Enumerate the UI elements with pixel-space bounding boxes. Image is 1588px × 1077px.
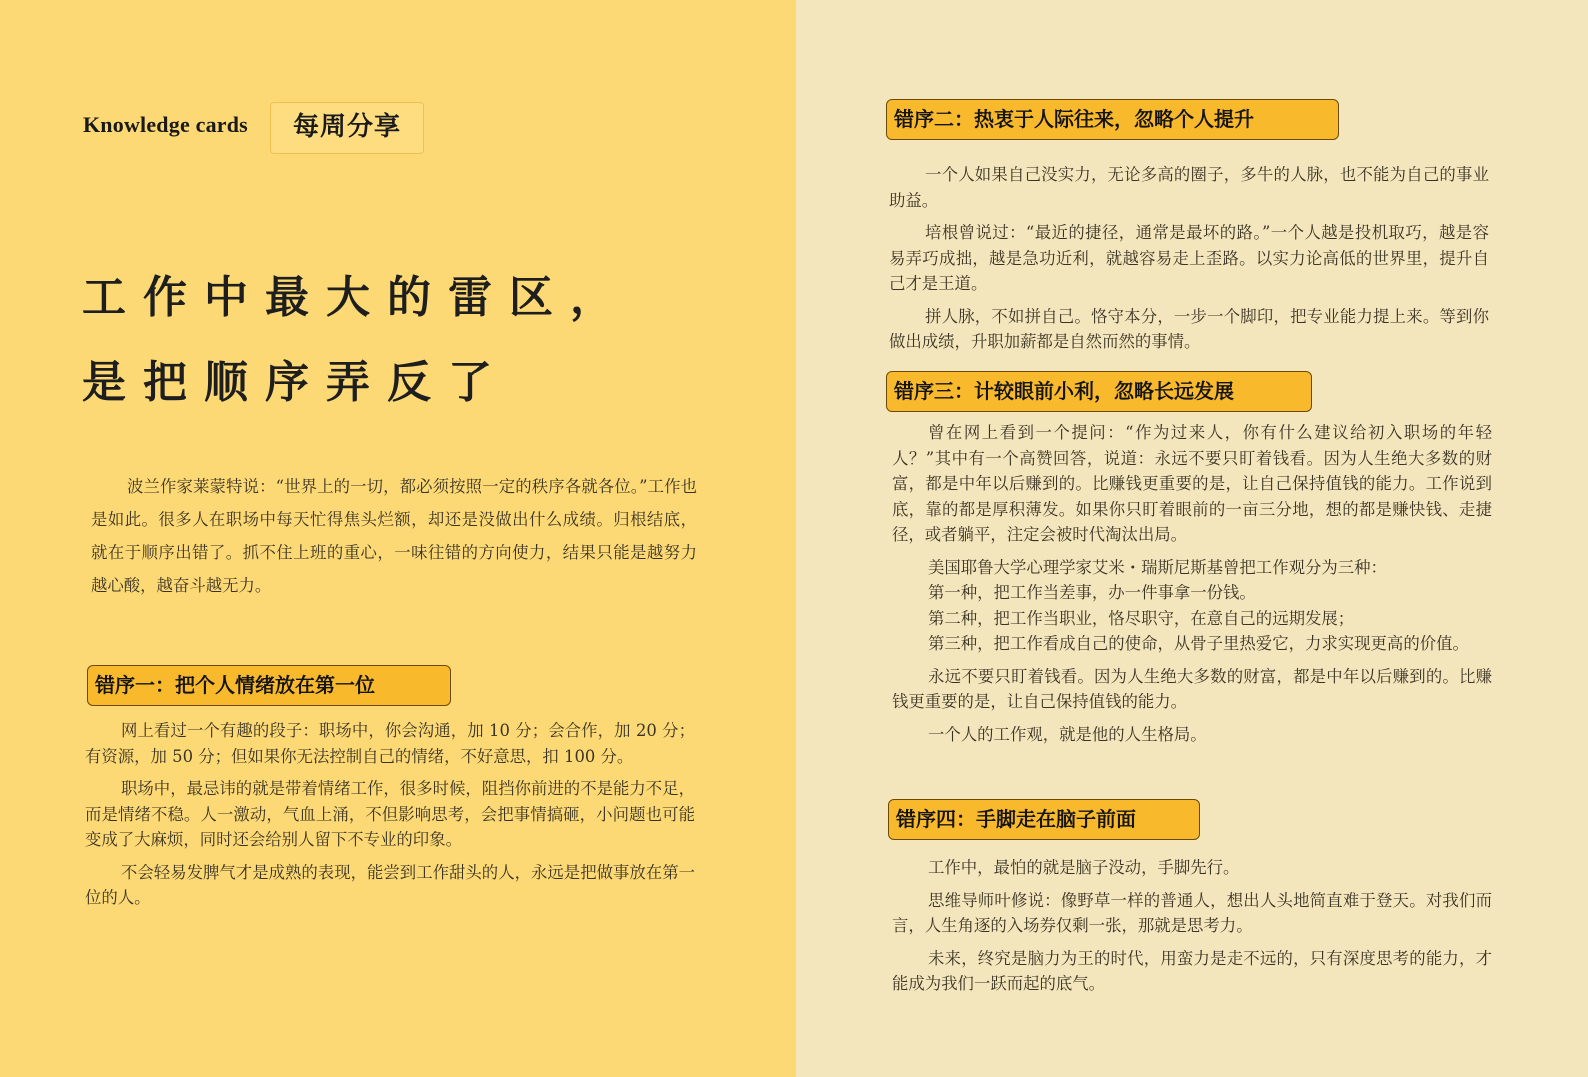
section-3-body [892,420,1492,754]
section-2-paragraph: 培根曾说过：“最近的捷径，通常是最坏的路。”一个人越是投机取巧，越是容易弄巧成拙，越是急功近利，就越容易走上歪路。以实力论高低的世界里，提升自己才是王道。 [889,223,1489,293]
section-2-paragraph: 一个人如果自己没实力，无论多高的圈子，多牛的人脉，也不能为自己的事业助益。 [889,165,1489,210]
brand-label: Knowledge cards [83,112,248,137]
section-1-body [85,718,695,918]
section-2-body [889,162,1489,362]
section-3-paragraph: 一个人的工作观，就是他的人生格局。 [928,724,1207,744]
section-4-heading: 错序四：手脚走在脑子前面 [888,799,1200,840]
section-4-body [892,855,1492,1004]
section-1-paragraph: 不会轻易发脾气才是成熟的表现，能尝到工作甜头的人，永远是把做事放在第一位的人。 [85,862,695,907]
section-1-heading: 错序一：把个人情绪放在第一位 [87,665,451,706]
section-3-paragraph: 美国耶鲁大学心理学家艾米・瑞斯尼斯基曾把工作观分为三种： [928,557,1387,577]
section-4-paragraph: 思维导师叶修说：像野草一样的普通人，想出人头地简直难于登天。对我们而言，人生角逐的入场券仅剩一张，那就是思考力。 [892,890,1492,935]
section-3-paragraph: 曾在网上看到一个提问：“作为过来人，你有什么建议给初入职场的年轻人？”其中有一个高赞回答，说道：永远不要只盯着钱看。因为人生绝大多数的财富，都是中年以后赚到的。比赚钱更重要的是，让自己保持值钱的能力。工作说到底，靠的都是厚积薄发。如果你只盯着眼前的一亩三分地，想的都是赚快钱、走捷径，或者躺平，注定会被时代淘汰出局。 [892,423,1492,544]
section-2-heading: 错序二：热衷于人际往来，忽略个人提升 [886,99,1339,140]
page-title-line-2: 是把顺序弄反了 [82,357,509,408]
section-1-paragraph: 网上看过一个有趣的段子：职场中，你会沟通，加 10 分；会合作，加 20 分；有资源，加 50 分；但如果你无法控制自己的情绪，不好意思，扣 100 分。 [85,721,695,766]
page-title-line-1: 工作中最大的雷区， [82,272,631,323]
section-3-list-item: 第一种，把工作当差事，办一件事拿一份钱。 [928,583,1256,602]
section-2-paragraph: 拼人脉，不如拼自己。恪守本分，一步一个脚印，把专业能力提上来。等到你做出成绩，升职加薪都是自然而然的事情。 [889,306,1489,351]
section-3-paragraph: 永远不要只盯着钱看。因为人生绝大多数的财富，都是中年以后赚到的。比赚钱更重要的是，让自己保持值钱的能力。 [892,666,1492,711]
section-3-heading: 错序三：计较眼前小利，忽略长远发展 [886,371,1312,412]
weekly-share-tag: 每周分享 [270,102,424,154]
section-4-paragraph: 未来，终究是脑力为王的时代，用蛮力是走不远的，只有深度思考的能力，才能成为我们一跃而起的底气。 [892,948,1492,993]
section-4-paragraph: 工作中，最怕的就是脑子没动，手脚先行。 [928,858,1240,877]
section-1-paragraph: 职场中，最忌讳的就是带着情绪工作，很多时候，阻挡你前进的不是能力不足，而是情绪不稳。人一激动，气血上涌，不但影响思考，会把事情搞砸，小问题也可能变成了大麻烦，同时还会给别人留下不专业的印象。 [85,779,695,849]
section-3-list-item: 第二种，把工作当职业，恪尽职守，在意自己的远期发展； [928,608,1355,628]
intro-paragraph: 波兰作家莱蒙特说：“世界上的一切，都必须按照一定的秩序各就各位。”工作也是如此。很多人在职场中每天忙得焦头烂额，却还是没做出什么成绩。归根结底，就在于顺序出错了。抓不住上班的重心，一味往错的方向使力，结果只能是越努力越心酸，越奋斗越无力。 [91,477,697,595]
section-3-list-item: 第三种，把工作看成自己的使命，从骨子里热爱它，力求实现更高的价值。 [928,634,1469,653]
